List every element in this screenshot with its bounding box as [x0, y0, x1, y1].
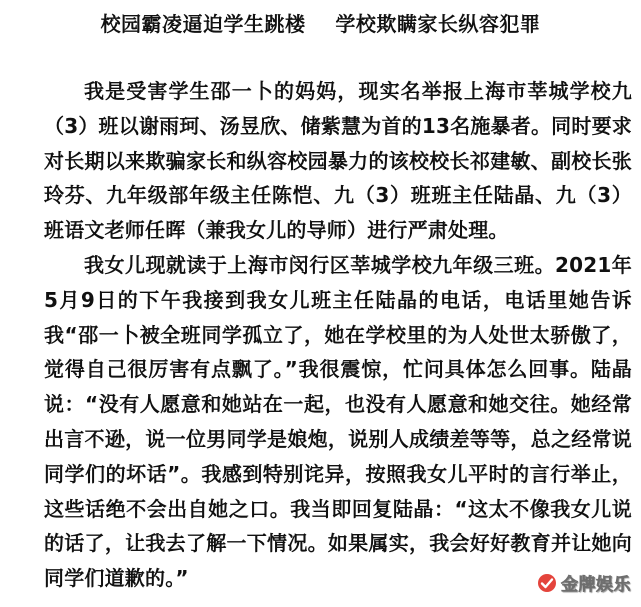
document-title: 校园霸凌逼迫学生跳楼 学校欺瞒家长纵容犯罪 [100, 12, 541, 36]
watermark-text: 金牌娱乐 [561, 575, 631, 595]
paragraph-1: 我是受害学生邵一卜的妈妈，现实名举报上海市莘城学校九（3）班以谢雨珂、汤昱欣、储紫慧为首的13名施暴者。同时要求对长期以来欺骗家长和纵容校园暴力的该校校长祁建敏、副校长张玲芬、九年级部年级主任陈恺、九（3）班班主任陆晶、九（3）班语文老师任晖（兼我女儿的导师）进行严肃处理。 [44, 79, 632, 243]
paragraph-2: 我女儿现就读于上海市闵行区莘城学校九年级三班。2021年5月9日的下午我接到我女儿班主任陆晶的电话，电话里她告诉我“邵一卜被全班同学孤立了，她在学校里的为人处世太骄傲了，觉得自己很厉害有点飘了。”我很震惊，忙问具体怎么回事。陆晶说：“没有人愿意和她站在一起，也没有人愿意和她交往。她经常出言不逊，说一位男同学是娘炮，说别人成绩差等等，总之经常说同学们的坏话”。我感到特别诧异，按照我女儿平时的言行举止，这些话绝不会出自她之口。我当即回复陆晶：“这太不像我女儿说的话了，让我去了解一下情况。如果属实，我会好好教育并让她向同学们道歉的。” [44, 252, 632, 591]
watermark-logo-icon [537, 573, 557, 593]
watermark [537, 570, 631, 595]
document-body [44, 74, 632, 596]
